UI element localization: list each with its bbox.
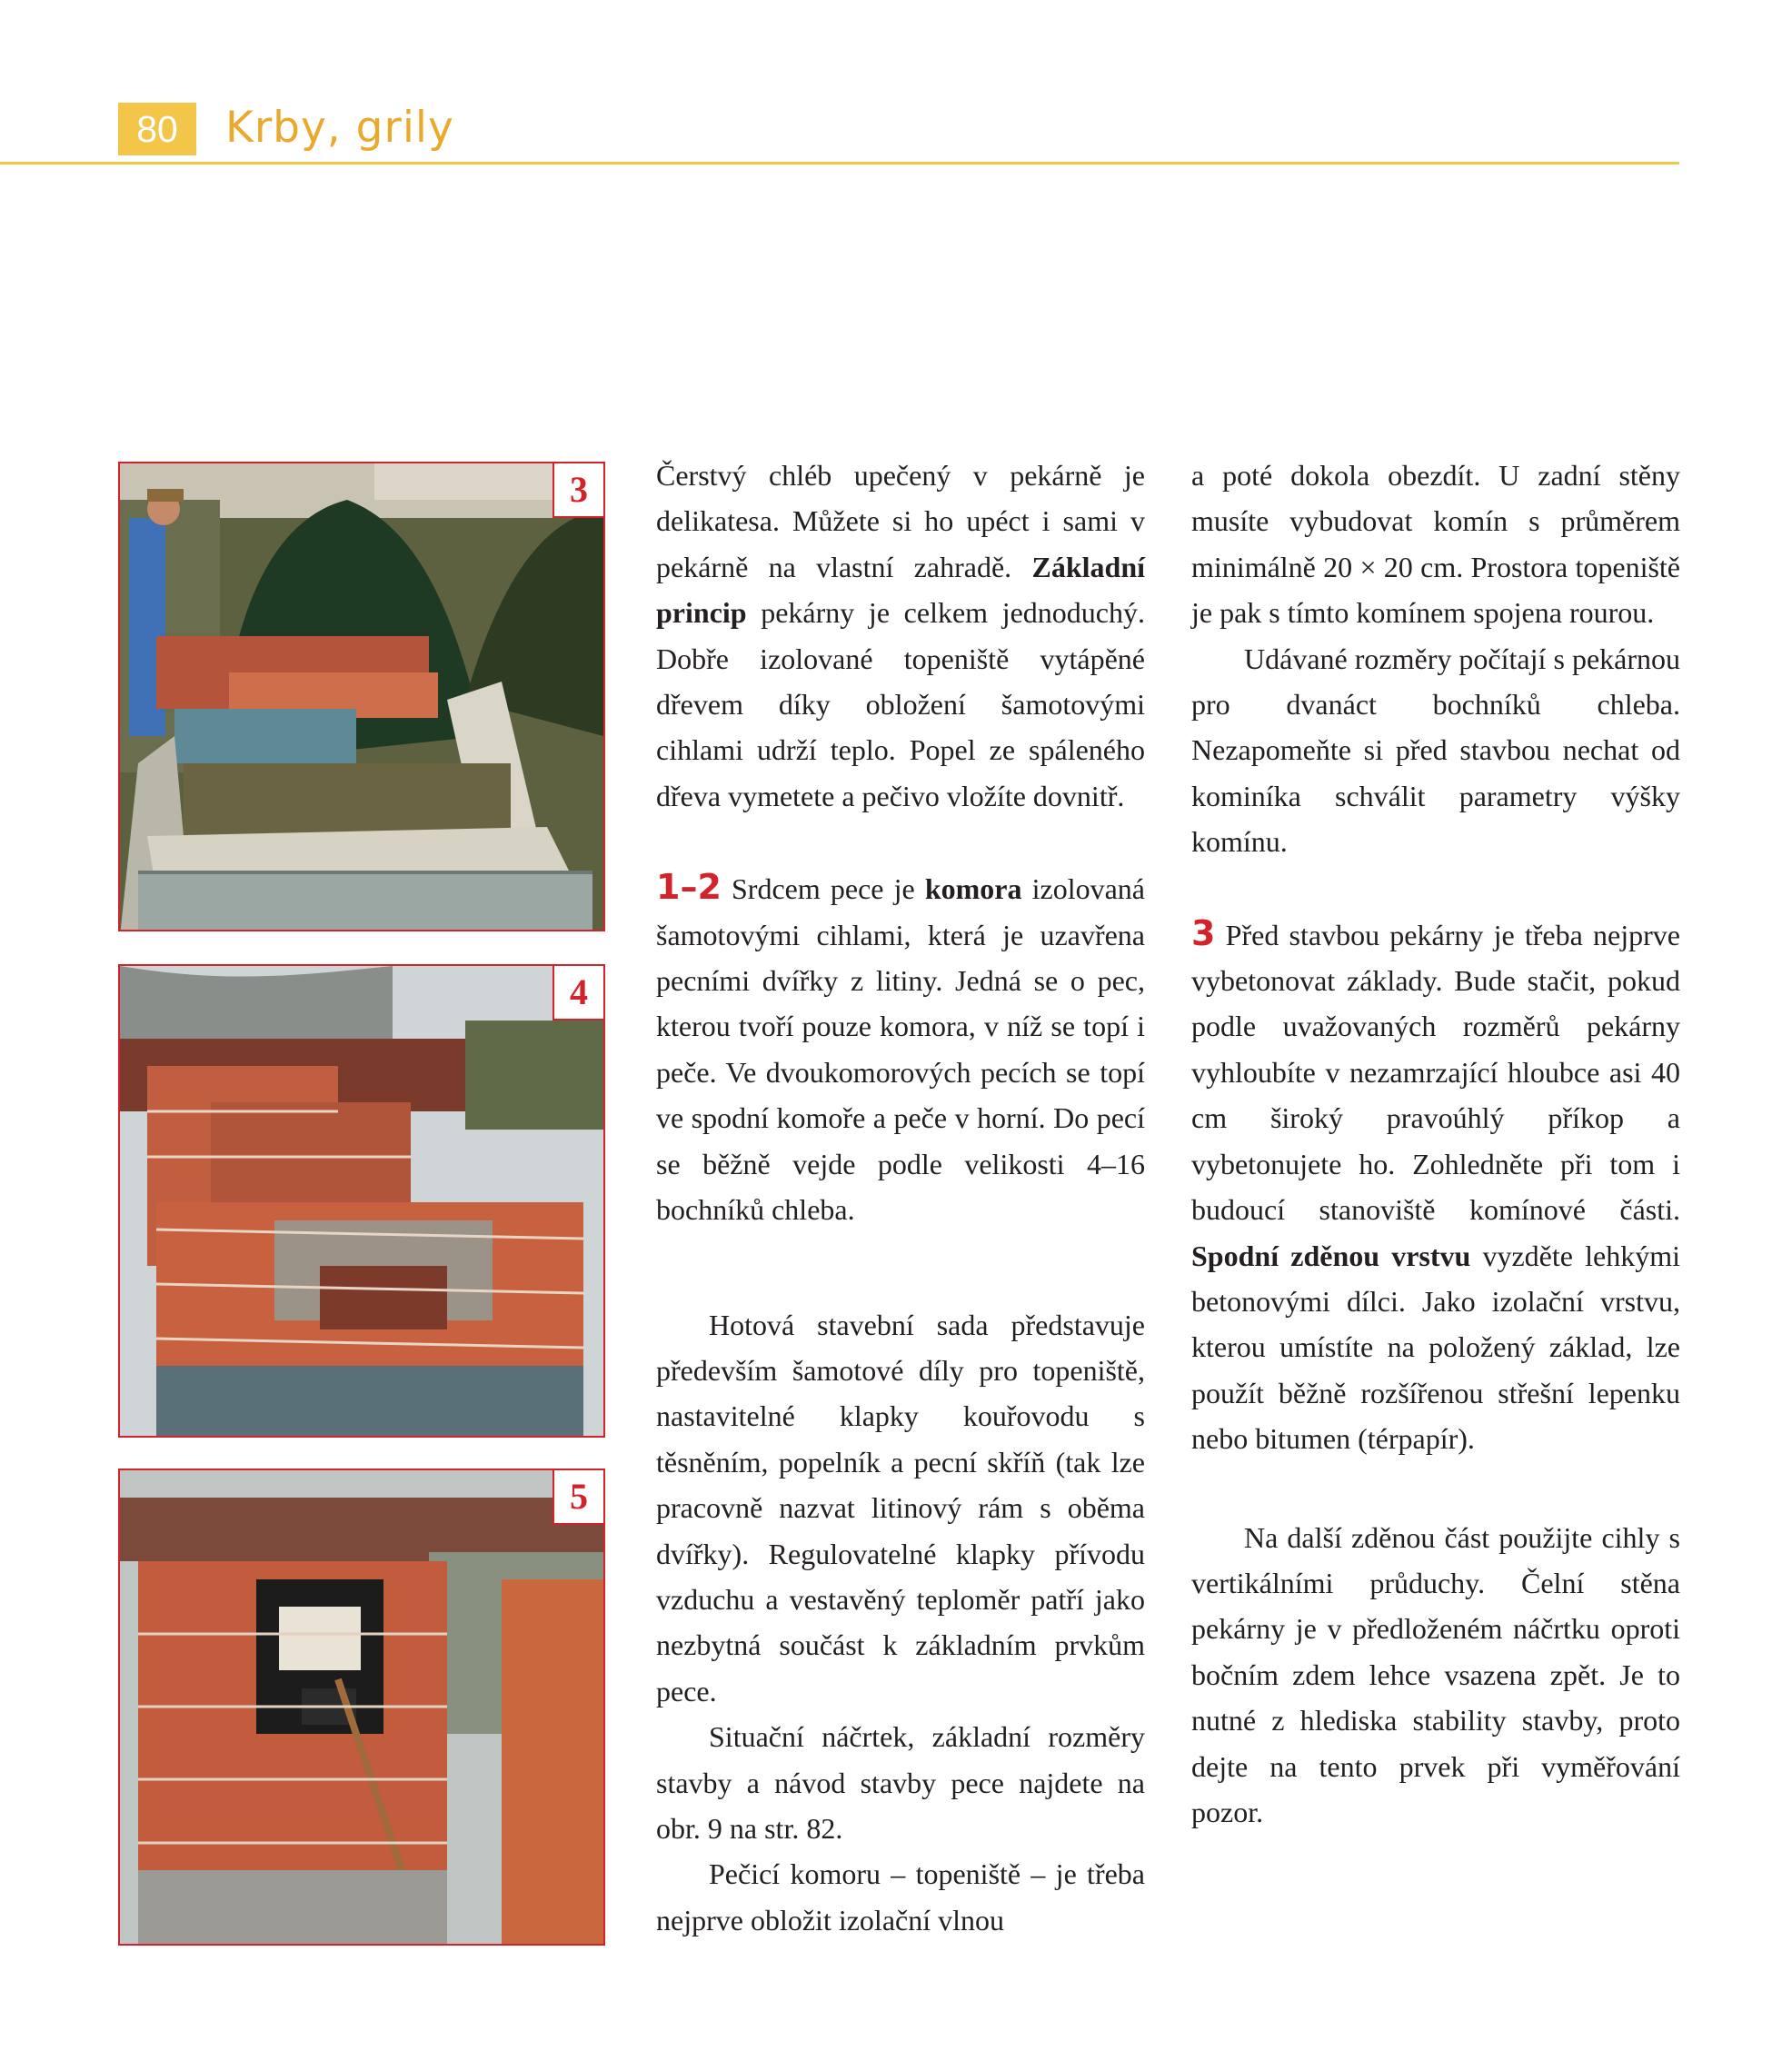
- photo-number-4: 4: [553, 966, 603, 1021]
- paragraph-kit: Hotová stavební sada představuje především šamotové díly pro topeniště, nastavitelné klapky kouřovodu s těsněním, popelník a pecní skříň (tak lze pracovně nazvat litinový rám s oběma dvířky). Regulovatelné klapky přívodu vzduchu a vestavěný teploměr patří jako nezbytná součást k základním prvkům pece.: [656, 1308, 1145, 1708]
- text-run: vyzděte lehkými betonovými dílci. Jako izolační vrstvu, kterou umístíte na položený základ, lze použít běžně rozšířenou střešní lepenku nebo bitumen (térpapír).: [1191, 1239, 1681, 1456]
- photo-brick-walls: [118, 964, 605, 1438]
- photo-brick-walls-image: [120, 966, 603, 1436]
- step-number-1-2: 1–2: [656, 867, 722, 908]
- photo-foundation: [118, 462, 605, 931]
- text-run: Čerstvý chléb upečený v pekárně je delikatesa. Můžete si ho upéct i sami v pekárně na vlastní zahradě.: [656, 459, 1145, 583]
- paragraph-next-layer: Na další zděnou část použijte cihly s vertikálními průduchy. Čelní stěna pekárny je v předloženém náčrtku oproti bočním zdem lehce vsazena zpět. Je to nutné z hlediska stability stavby, proto dejte na tento prvek při vyměřování pozor.: [1191, 1520, 1680, 1828]
- paragraph-sketch: Situační náčrtek, základní rozměry stavby a návod stavby pece najdete na obr. 9 na str. 82.: [656, 1720, 1145, 1845]
- text-run: Před stavbou pekárny je třeba nejprve vybetonovat základy. Bude stačit, pokud podle uvažovaných rozměrů pekárny vyhloubíte v nezamrzající hloubce asi 40 cm široký pravoúhlý příkop a vybetonujete ho. Zohledněte při tom i budoucí stanoviště komínové části.: [1191, 918, 1680, 1227]
- bold-term-lower-layer: Spodní zděnou vrstvu: [1191, 1239, 1471, 1272]
- header-rule: [0, 162, 1679, 164]
- text-column-right: [1191, 453, 1680, 1835]
- text-column-left: [656, 453, 1145, 1943]
- bold-term-basic-principle: Základní princip: [656, 550, 1145, 630]
- photo-number-5: 5: [553, 1470, 603, 1525]
- text-run: izolovaná šamotovými cihlami, která je uzavřena pecními dvířky z litiny. Jedná se o pec, kterou tvoří pouze komora, v níž se topí i peče. Ve dvoukomorových pecích se topí ve spodní komoře a peče v horní. Do pecí se běžně vejde podle velikosti 4–16 bochníků chleba.: [656, 872, 1146, 1227]
- photo-oven-frame: [118, 1469, 605, 1946]
- paragraph-intro: [656, 453, 1145, 819]
- text-run: Srdcem pece je: [721, 872, 925, 906]
- page-number: 80: [118, 103, 196, 155]
- text-run: pekárny je celkem jednoduchý. Dobře izolované topeniště vytápěné dřevem díky obložení šamotovými cihlami udrží teplo. Popel ze spáleného dřeva vymetete a pečivo vložíte dovnitř.: [656, 596, 1145, 812]
- paragraph-dimensions: Udávané rozměry počítají s pekárnou pro dvanáct bochníků chleba. Nezapomeňte si před stavbou nechat od kominíka schválit parametry výšky komínu.: [1191, 642, 1680, 859]
- section-title: Krby, grily: [225, 103, 454, 153]
- paragraph-step-3: [1191, 911, 1680, 1462]
- bold-term-chamber: komora: [924, 872, 1022, 906]
- photo-foundation-image: [120, 463, 603, 930]
- paragraph-chamber-start: Pečicí komoru – topeniště – je třeba nejprve obložit izolační vlnou: [656, 1857, 1145, 1937]
- photo-number-3: 3: [553, 463, 603, 518]
- photo-oven-frame-image: [120, 1470, 603, 1944]
- paragraph-chimney: a poté dokola obezdít. U zadní stěny musíte vybudovat komín s průměrem minimálně 20 × 20 cm. Prostora topeniště je pak s tímto komínem spojena rourou.: [1191, 459, 1680, 630]
- step-number-3: 3: [1191, 912, 1216, 953]
- paragraph-step-1-2: [656, 864, 1145, 1232]
